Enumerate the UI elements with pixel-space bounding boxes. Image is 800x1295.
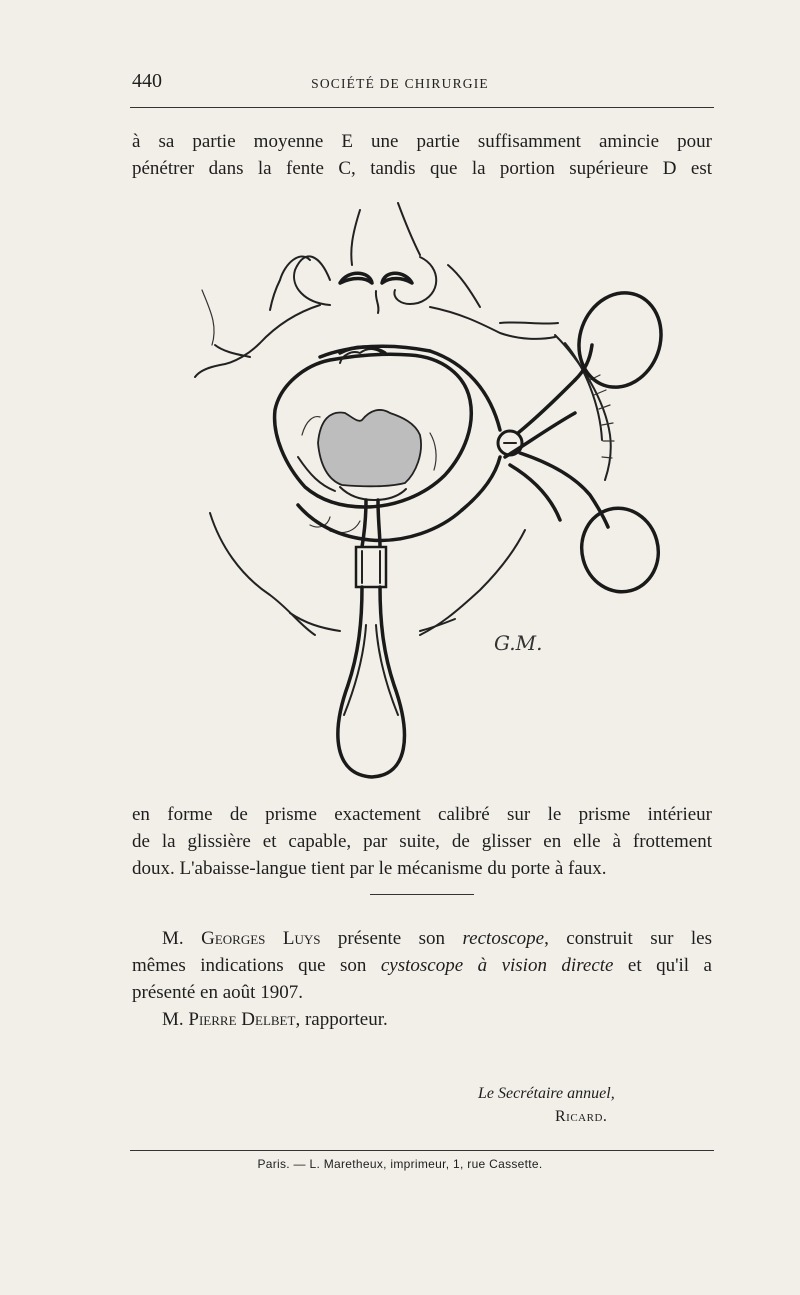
printer-imprint: Paris. — L. Maretheux, imprimeur, 1, rue Cassette. bbox=[257, 1157, 543, 1171]
header-rule bbox=[130, 107, 714, 108]
text-line: en forme de prisme exactement calibré sur le prisme intérieur bbox=[132, 804, 712, 825]
text-line: mêmes indications que son cystoscope à vision directe et qu'il a bbox=[132, 955, 712, 976]
footer-rule bbox=[130, 1150, 714, 1151]
text-line: de la glissière et capable, par suite, de glisser en elle à frottement bbox=[132, 831, 712, 852]
text-line: pénétrer dans la fente C, tandis que la portion supérieure D est bbox=[132, 158, 712, 179]
body-text-middle bbox=[132, 801, 712, 882]
cystoscope-term: cystoscope à vision directe bbox=[380, 955, 614, 976]
body-text-top bbox=[132, 128, 712, 182]
secretary-title: Le Secrétaire annuel, bbox=[478, 1085, 615, 1102]
text-line: à sa partie moyenne E une partie suffisamment amincie pour bbox=[132, 131, 712, 152]
tongue-depressor bbox=[338, 487, 406, 777]
figure-mouth-gag-illustration bbox=[180, 195, 680, 785]
page-number: 440 bbox=[132, 70, 162, 92]
rectoscope-term: rectoscope bbox=[462, 928, 545, 949]
open-mouth bbox=[275, 349, 472, 507]
text-line: M. Pierre Delbet, rapporteur. bbox=[162, 1009, 388, 1030]
figure-signature: G.M. bbox=[494, 631, 543, 655]
text-line: doux. L'abaisse-langue tient par le mécanisme du porte à faux. bbox=[132, 858, 607, 879]
text-line: présenté en août 1907. bbox=[132, 982, 303, 1003]
text-line: M. Georges Luys présente son rectoscope, construit sur les bbox=[162, 928, 712, 949]
author-name: Georges Luys bbox=[201, 928, 321, 949]
running-title: SOCIÉTÉ DE CHIRURGIE bbox=[311, 76, 489, 91]
rapporteur-name: Pierre Delbet bbox=[188, 1009, 296, 1030]
secretary-name: Ricard. bbox=[555, 1108, 608, 1125]
section-divider bbox=[370, 894, 474, 895]
luys-paragraph bbox=[132, 925, 712, 1033]
